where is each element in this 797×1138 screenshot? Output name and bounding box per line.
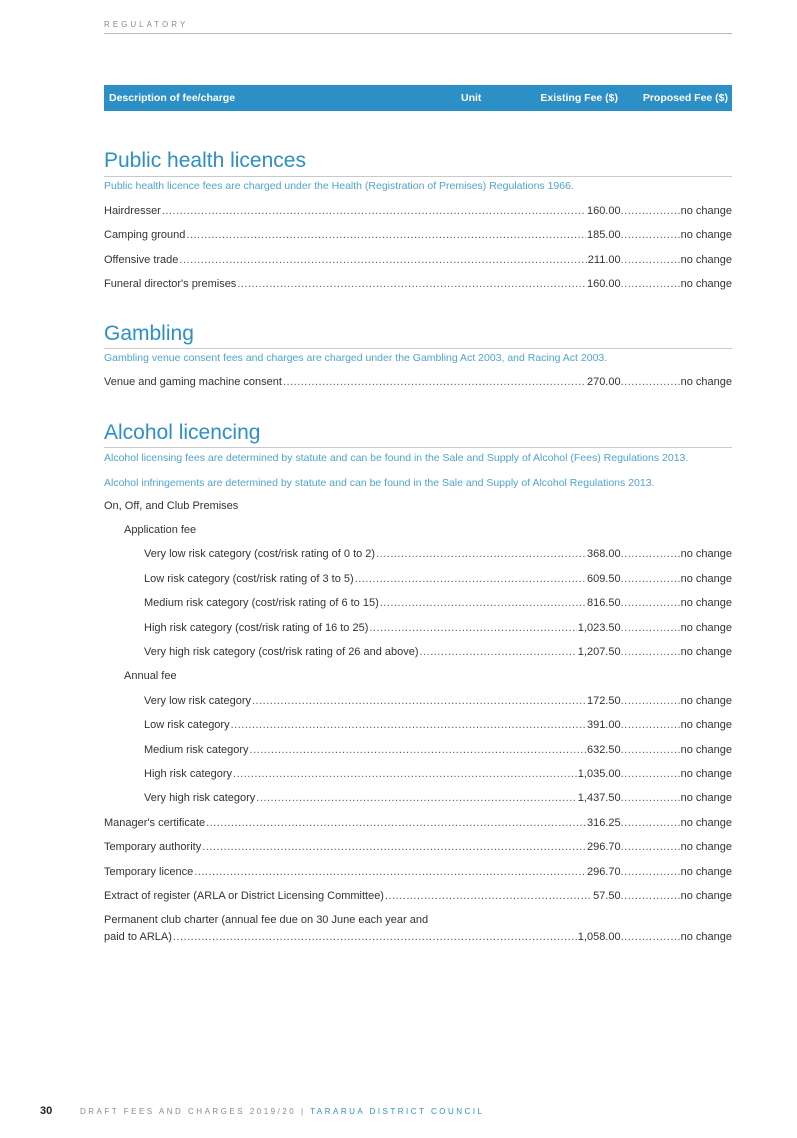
proposed-fee: no change <box>680 622 732 634</box>
fee-row <box>144 695 732 711</box>
footer <box>80 1107 485 1116</box>
column-header-unit: Unit <box>461 92 482 104</box>
fee-description: Extract of register (ARLA or District Licensing Committee) <box>104 890 384 902</box>
dot-leader <box>621 278 681 290</box>
fee-row <box>144 646 732 662</box>
fee-description: Low risk category (cost/risk rating of 3 to 5) <box>144 573 354 585</box>
fee-row <box>144 573 732 589</box>
dot-leader <box>621 719 681 731</box>
premises-group-label: On, Off, and Club Premises <box>104 500 239 512</box>
fee-row <box>104 376 732 392</box>
fee-description-line1: Permanent club charter (annual fee due on 30 June each year and <box>104 914 429 926</box>
fee-description: Temporary licence <box>104 866 194 878</box>
dot-leader <box>376 548 586 560</box>
existing-fee: 160.00 <box>586 205 621 217</box>
existing-fee: 316.25 <box>586 817 621 829</box>
dot-leader <box>162 205 586 217</box>
fee-row <box>144 548 732 564</box>
proposed-fee: no change <box>680 646 732 658</box>
dot-leader <box>621 205 681 217</box>
proposed-fee: no change <box>680 841 732 853</box>
dot-leader <box>256 792 577 804</box>
column-header-proposed-fee: Proposed Fee ($) <box>642 92 728 104</box>
section-title-public-health: Public health licences <box>104 149 306 172</box>
proposed-fee: no change <box>680 744 732 756</box>
dot-leader <box>621 817 681 829</box>
dot-leader <box>179 254 586 266</box>
fee-table-header <box>104 85 732 111</box>
fee-description: Low risk category <box>144 719 230 731</box>
dot-leader <box>380 597 586 609</box>
existing-fee: 816.50 <box>586 597 621 609</box>
fee-description: Temporary authority <box>104 841 202 853</box>
existing-fee: 1,058.00 <box>577 931 621 943</box>
existing-fee: 1,035.00 <box>577 768 621 780</box>
section-note: Gambling venue consent fees and charges are charged under the Gambling Act 2003, and Racing Act 2003. <box>104 352 608 364</box>
fee-description: Very low risk category <box>144 695 251 707</box>
section-note: Alcohol infringements are determined by statute and can be found in the Sale and Supply of Alcohol Regulations 2013. <box>104 477 655 489</box>
dot-leader <box>621 695 681 707</box>
column-header-description: Description of fee/charge <box>109 92 236 104</box>
dot-leader <box>621 229 681 241</box>
dot-leader <box>621 646 681 658</box>
fee-row <box>104 817 732 833</box>
existing-fee: 185.00 <box>586 229 621 241</box>
proposed-fee: no change <box>680 890 732 902</box>
proposed-fee: no change <box>680 278 732 290</box>
fee-row <box>104 931 732 947</box>
existing-fee: 211.00 <box>587 254 621 266</box>
dot-leader <box>355 573 586 585</box>
section-note: Public health licence fees are charged under the Health (Registration of Premises) Regulations 1966. <box>104 180 574 192</box>
dot-leader <box>621 573 681 585</box>
dot-leader <box>420 646 577 658</box>
dot-leader <box>621 254 681 266</box>
annual-fee-heading: Annual fee <box>124 670 177 682</box>
fee-description: Funeral director's premises <box>104 278 237 290</box>
fee-description-line2: paid to ARLA) <box>104 931 172 943</box>
fee-row <box>144 744 732 760</box>
proposed-fee: no change <box>680 573 732 585</box>
dot-leader <box>621 597 681 609</box>
dot-leader <box>621 768 681 780</box>
fee-row <box>104 254 732 270</box>
proposed-fee: no change <box>680 597 732 609</box>
existing-fee: 391.00 <box>586 719 621 731</box>
dot-leader <box>621 931 681 943</box>
footer-separator: | <box>300 1107 306 1116</box>
fee-description: High risk category (cost/risk rating of 16 to 25) <box>144 622 369 634</box>
fee-description: Hairdresser <box>104 205 161 217</box>
existing-fee: 1,437.50 <box>577 792 621 804</box>
proposed-fee: no change <box>680 931 732 943</box>
fee-description: Medium risk category <box>144 744 249 756</box>
fee-row <box>144 719 732 735</box>
fee-description: Camping ground <box>104 229 186 241</box>
existing-fee: 632.50 <box>586 744 621 756</box>
existing-fee: 172.50 <box>586 695 621 707</box>
fee-row <box>104 841 732 857</box>
dot-leader <box>250 744 586 756</box>
proposed-fee: no change <box>680 866 732 878</box>
proposed-fee: no change <box>680 229 732 241</box>
fee-description: High risk category <box>144 768 233 780</box>
dot-leader <box>252 695 586 707</box>
section-rule <box>104 176 732 177</box>
existing-fee: 1,023.50 <box>577 622 621 634</box>
dot-leader <box>621 866 681 878</box>
proposed-fee: no change <box>680 695 732 707</box>
dot-leader <box>186 229 586 241</box>
header-rule <box>104 33 732 34</box>
fee-description: Venue and gaming machine consent <box>104 376 282 388</box>
section-rule <box>104 348 732 349</box>
fee-row <box>104 278 732 294</box>
dot-leader <box>621 548 681 560</box>
dot-leader <box>202 841 586 853</box>
running-head: REGULATORY <box>104 20 189 29</box>
dot-leader <box>621 376 681 388</box>
dot-leader <box>237 278 586 290</box>
section-title-gambling: Gambling <box>104 322 194 345</box>
proposed-fee: no change <box>680 548 732 560</box>
dot-leader <box>231 719 586 731</box>
proposed-fee: no change <box>680 205 732 217</box>
existing-fee: 160.00 <box>586 278 621 290</box>
fee-row <box>104 229 732 245</box>
existing-fee: 1,207.50 <box>577 646 621 658</box>
fee-description: Very low risk category (cost/risk rating of 0 to 2) <box>144 548 376 560</box>
existing-fee: 270.00 <box>586 376 621 388</box>
footer-doc-title: DRAFT FEES AND CHARGES 2019/20 <box>80 1107 297 1116</box>
proposed-fee: no change <box>680 376 732 388</box>
fee-row <box>144 622 732 638</box>
fee-description: Manager's certificate <box>104 817 206 829</box>
proposed-fee: no change <box>680 768 732 780</box>
fee-description: Very high risk category (cost/risk rating of 26 and above) <box>144 646 419 658</box>
existing-fee: 609.50 <box>586 573 621 585</box>
dot-leader <box>283 376 586 388</box>
fee-row <box>144 792 732 808</box>
existing-fee: 57.50 <box>593 890 621 902</box>
section-note: Alcohol licensing fees are determined by statute and can be found in the Sale and Supply of Alcohol (Fees) Regulations 2013. <box>104 452 689 464</box>
fee-row <box>104 205 732 221</box>
fee-description: Medium risk category (cost/risk rating of 6 to 15) <box>144 597 379 609</box>
dot-leader <box>621 841 681 853</box>
fee-row <box>144 597 732 613</box>
dot-leader <box>621 792 681 804</box>
dot-leader <box>173 931 577 943</box>
dot-leader <box>369 622 576 634</box>
proposed-fee: no change <box>680 254 732 266</box>
column-header-existing-fee: Existing Fee ($) <box>540 92 618 104</box>
dot-leader <box>621 622 681 634</box>
application-fee-heading: Application fee <box>124 524 197 536</box>
dot-leader <box>233 768 577 780</box>
dot-leader <box>206 817 586 829</box>
dot-leader <box>621 744 681 756</box>
page-number: 30 <box>40 1105 53 1117</box>
proposed-fee: no change <box>680 792 732 804</box>
proposed-fee: no change <box>680 817 732 829</box>
footer-org-name: TARARUA DISTRICT COUNCIL <box>310 1107 485 1116</box>
fee-row <box>144 768 732 784</box>
fee-description: Very high risk category <box>144 792 256 804</box>
existing-fee: 296.70 <box>586 841 621 853</box>
dot-leader <box>621 890 681 902</box>
section-rule <box>104 447 732 448</box>
existing-fee: 368.00 <box>586 548 621 560</box>
existing-fee: 296.70 <box>586 866 621 878</box>
proposed-fee: no change <box>680 719 732 731</box>
fee-description: Offensive trade <box>104 254 179 266</box>
section-title-alcohol: Alcohol licencing <box>104 421 261 444</box>
dot-leader <box>385 890 592 902</box>
dot-leader <box>194 866 586 878</box>
fee-row <box>104 890 732 906</box>
fee-row <box>104 866 732 882</box>
